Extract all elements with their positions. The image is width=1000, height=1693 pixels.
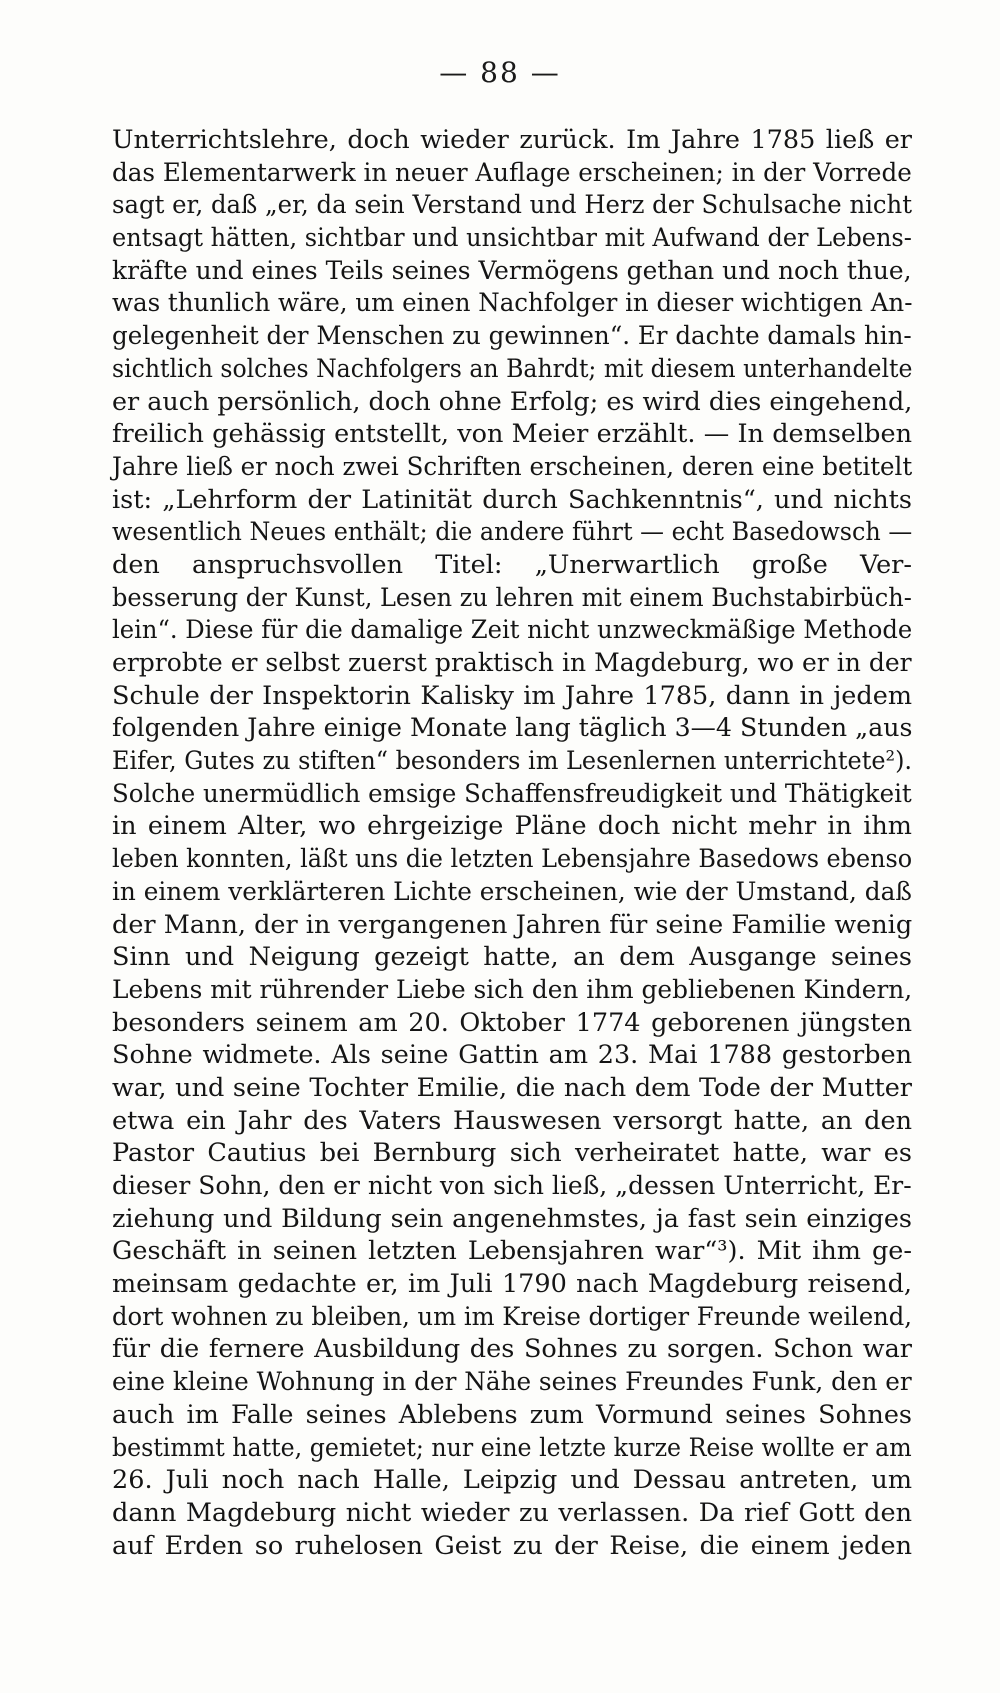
text-line: Lebens mit rührender Liebe sich den ihm gebliebenen Kindern, xyxy=(112,974,913,1005)
text-line: freilich gehässig entstellt, von Meier erzählt. — In demselben xyxy=(112,419,912,450)
text-line: den anspruchsvollen Titel: „Unerwartlich große Ver- xyxy=(112,549,912,580)
text-line: Eifer, Gutes zu stiften“ besonders im Lesenlernen unterrichtete²). xyxy=(112,746,913,777)
text-line: eine kleine Wohnung in der Nähe seines Freundes Funk, den er xyxy=(112,1367,912,1398)
page-number-header: — 88 — xyxy=(439,56,561,89)
text-line: was thunlich wäre, um einen Nachfolger in dieser wichtigen An- xyxy=(112,288,913,319)
text-line: Sohne widmete. Als seine Gattin am 23. Mai 1788 gestorben xyxy=(112,1040,912,1071)
text-line: Pastor Cautius bei Bernburg sich verheiratet hatte, war es xyxy=(112,1138,912,1169)
text-line: dieser Sohn, den er nicht von sich ließ, „dessen Unterricht, Er- xyxy=(112,1171,912,1201)
text-line: dann Magdeburg nicht wieder zu verlassen. Da rief Gott den xyxy=(112,1497,912,1528)
text-line: wesentlich Neues enthält; die andere führt — echt Basedowsch — xyxy=(112,517,913,548)
text-line: für die fernere Ausbildung des Sohnes zu sorgen. Schon war xyxy=(112,1334,912,1365)
text-line: auch im Falle seines Ablebens zum Vormund seines Sohnes xyxy=(112,1399,912,1430)
text-line: gelegenheit der Menschen zu gewinnen“. Er dachte damals hin- xyxy=(112,321,912,352)
text-line: das Elementarwerk in neuer Auflage erscheinen; in der Vorrede xyxy=(112,157,912,188)
text-line: sichtlich solches Nachfolgers an Bahrdt; mit diesem unterhandelte xyxy=(112,353,913,384)
text-line: Solche unermüdlich emsige Schaffensfreudigkeit und Thätigkeit xyxy=(112,778,912,809)
text-line: Schule der Inspektorin Kalisky im Jahre 1785, dann in jedem xyxy=(112,680,912,711)
text-line: dort wohnen zu bleiben, um im Kreise dortiger Freunde weilend, xyxy=(112,1301,912,1332)
text-line: lein“. Diese für die damalige Zeit nicht unzweckmäßige Methode xyxy=(112,615,913,646)
text-line: folgenden Jahre einige Monate lang täglich 3—4 Stunden „aus xyxy=(112,713,913,744)
text-line: erprobte er selbst zuerst praktisch in Magdeburg, wo er in der xyxy=(112,648,912,678)
text-line: ist: „Lehrform der Latinität durch Sachkenntnis“, und nichts xyxy=(112,484,912,515)
text-line: leben konnten, läßt uns die letzten Lebensjahre Basedows ebenso xyxy=(112,844,913,875)
text-line: Geschäft in seinen letzten Lebensjahren war“³). Mit ihm ge- xyxy=(112,1236,912,1267)
text-line: Jahre ließ er noch zwei Schriften erscheinen, deren eine betitelt xyxy=(112,451,913,482)
text-line: der Mann, der in vergangenen Jahren für seine Familie wenig xyxy=(112,909,913,940)
text-line: auf Erden so ruhelosen Geist zu der Reise, die einem jeden xyxy=(112,1530,912,1561)
text-line: Unterrichtslehre, doch wieder zurück. Im Jahre 1785 ließ er xyxy=(112,125,912,155)
text-line: besonders seinem am 20. Oktober 1774 geborenen jüngsten xyxy=(112,1007,912,1038)
text-line: 26. Juli noch nach Halle, Leipzig und Dessau antreten, um xyxy=(112,1465,912,1496)
text-line: entsagt hätten, sichtbar und unsichtbar mit Aufwand der Lebens- xyxy=(112,223,912,254)
text-line: er auch persönlich, doch ohne Erfolg; es wird dies eingehend, xyxy=(112,386,913,417)
text-line: war, und seine Tochter Emilie, die nach dem Tode der Mutter xyxy=(112,1072,912,1103)
body-text xyxy=(112,124,912,1562)
text-line: ziehung und Bildung sein angenehmstes, ja fast sein einziges xyxy=(112,1203,912,1234)
text-line: meinsam gedachte er, im Juli 1790 nach Magdeburg reisend, xyxy=(112,1269,912,1300)
text-line: besserung der Kunst, Lesen zu lehren mit einem Buchstabirbüch- xyxy=(112,582,912,613)
text-line: bestimmt hatte, gemietet; nur eine letzte kurze Reise wollte er am xyxy=(112,1432,912,1463)
text-line: in einem Alter, wo ehrgeizige Pläne doch nicht mehr in ihm xyxy=(112,811,912,842)
text-line: kräfte und eines Teils seines Vermögens gethan und noch thue, xyxy=(112,255,912,286)
text-line: Sinn und Neigung gezeigt hatte, an dem Ausgange seines xyxy=(112,942,912,973)
text-line: sagt er, daß „er, da sein Verstand und Herz der Schulsache nicht xyxy=(112,190,913,221)
text-line: in einem verklärteren Lichte erscheinen, wie der Umstand, daß xyxy=(112,876,912,907)
text-line: etwa ein Jahr des Vaters Hauswesen versorgt hatte, an den xyxy=(112,1105,912,1136)
